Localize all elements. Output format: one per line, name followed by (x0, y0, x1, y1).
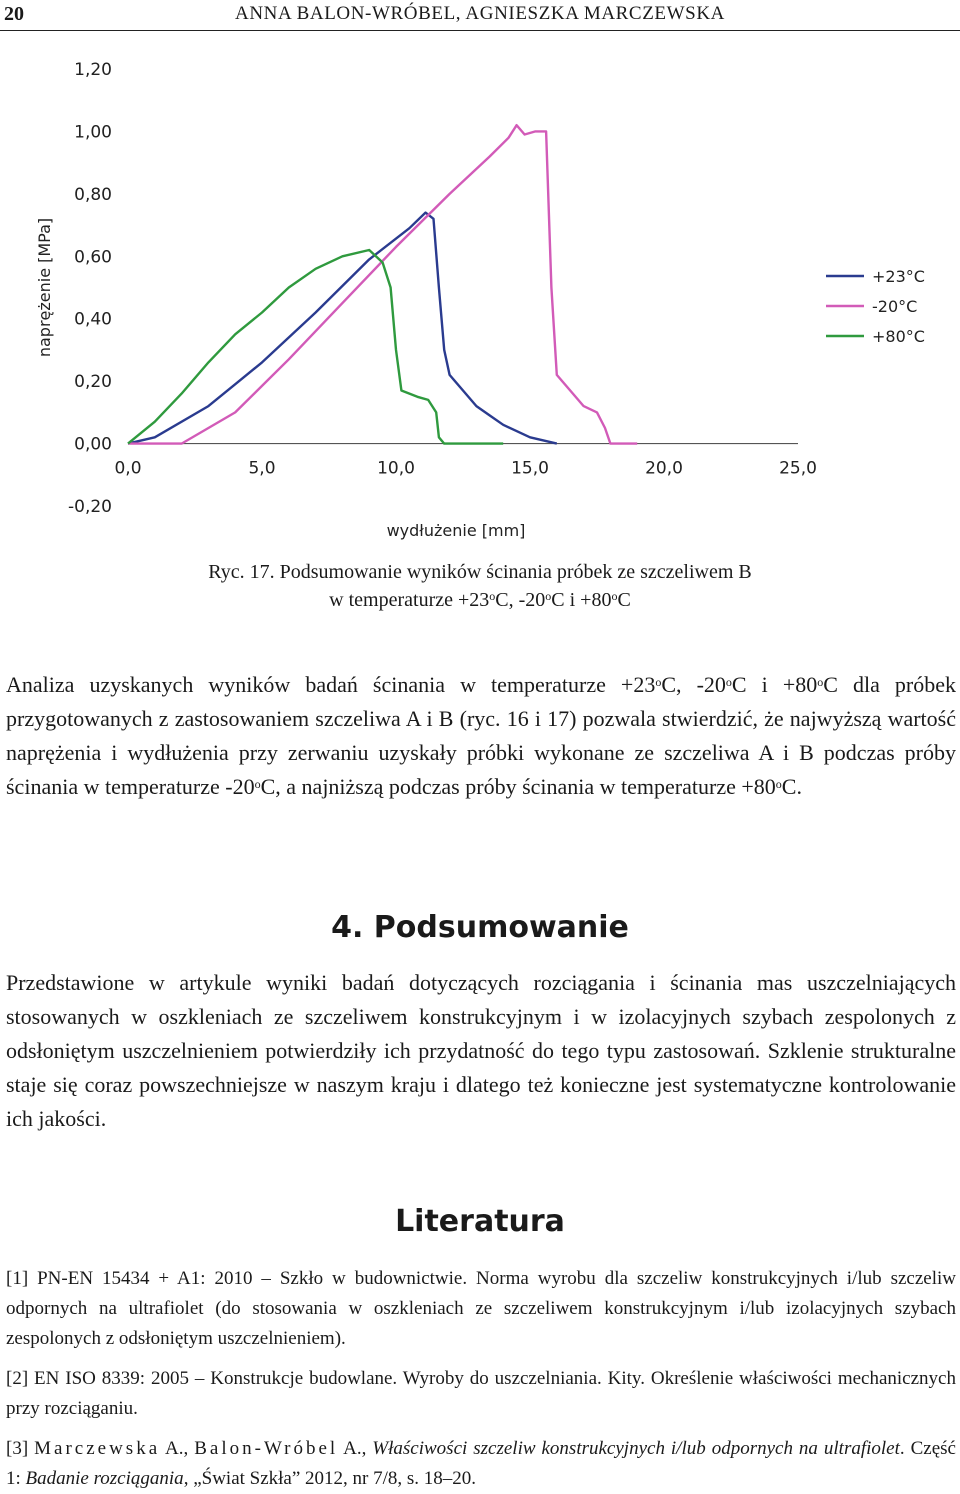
x-tick-label: 20,0 (645, 458, 683, 479)
x-axis-label: wydłużenie [mm] (386, 521, 526, 540)
y-tick-label: 0,80 (74, 184, 112, 205)
x-tick-label: 15,0 (511, 458, 549, 479)
chart-series (128, 125, 637, 443)
page-header (0, 0, 960, 31)
y-tick-label: 0,20 (74, 372, 112, 393)
caption-line-1: Ryc. 17. Podsumowanie wyników ścinania próbek ze szczeliwem B (208, 561, 752, 583)
legend-label: +23°C (872, 267, 925, 286)
series-line (128, 213, 557, 444)
summary-paragraph: Przedstawione w artykule wyniki badań dotyczących rozciągania i ścinania mas uszczelniających stosowanych w oszkleniach ze szczeliwem konstrukcyjnym i w izolacyjnych szybach zespolonych z odsłoniętym uszczelnieniem potwierdziły ich przydatność do tego typu zastosowań. Szklenie strukturalne staje się coraz powszechniejsze w naszym kraju i dlatego też konieczne jest systematyczne kontrolowanie ich jakości. (6, 970, 956, 1131)
series-line (128, 125, 637, 443)
legend-label: -20°C (872, 297, 918, 316)
y-tick-label: 1,20 (74, 60, 112, 80)
y-tick-label: 0,40 (74, 309, 112, 330)
reference-2: [2] EN ISO 8339: 2005 – Konstrukcje budowlane. Wyroby do uszczelniania. Kity. Określenie właściwości mechanicznych przy rozciąganiu. (6, 1368, 956, 1419)
figure-caption (0, 558, 960, 614)
reference-1: [1] PN-EN 15434 + A1: 2010 – Szkło w budownictwie. Norma wyrobu dla szczeliw konstrukcyjnych i/lub szczeliw odpornych na ultrafiolet (do stosowania w oszkleniach ze szczeliwem konstrukcyjnym i/lub izolacyjnych szybach zespolonych z odsłoniętym uszczelnieniem). (6, 1268, 956, 1349)
y-tick-label: 0,60 (74, 247, 112, 268)
running-head: ANNA BALON-WRÓBEL, AGNIESZKA MARCZEWSKA (235, 3, 725, 24)
literature-heading: Literatura (395, 1204, 565, 1239)
series-line (128, 250, 503, 444)
x-tick-label: 5,0 (248, 458, 276, 479)
legend-label: +80°C (872, 327, 925, 346)
stress-strain-chart (0, 40, 960, 550)
x-tick-label: 25,0 (779, 458, 817, 479)
analysis-paragraph: Analiza uzyskanych wyników badań ścinania w temperaturze $+23^oC$, -20$^o$C $i +80^oC$ dla próbek przygotowanych z zastosowaniem szczeliwa A i B (ryc. 16 i 17) pozwala stwierdzić, że najwyższą wartość naprężenia i wydłużenia przy zerwaniu uzyskały próbki wykonane ze szczeliwa A i B podczas próby ścinania w temperaturze -20$^o$C, a najniższą podczas próby ścinania w temperaturze $+80^oC$. (6, 672, 957, 799)
section-heading-summary: 4. Podsumowanie (331, 910, 629, 945)
y-axis-label: naprężenie [MPa] (35, 217, 54, 358)
chart-legend (826, 267, 925, 346)
chart-axes (35, 60, 817, 540)
reference-3: [3] Marczewska A., Balon-Wróbel A., Właściwości szczeliw konstrukcyjnych i/lub odpornych na ultrafiolet. Część 1: Badanie rozciągania, „Świat Szkła” 2012, nr 7/8, s. 18–20. (6, 1438, 956, 1489)
page-number: 20 (4, 3, 24, 25)
y-tick-label: -0,20 (68, 497, 112, 517)
x-tick-label: 0,0 (114, 458, 142, 479)
caption-line-2: w temperaturze $+23^oC$, -20$^o$C $i +80^oC$ (329, 589, 631, 611)
y-tick-label: 0,00 (74, 434, 112, 455)
y-tick-label: 1,00 (74, 122, 112, 143)
x-tick-label: 10,0 (377, 458, 415, 479)
